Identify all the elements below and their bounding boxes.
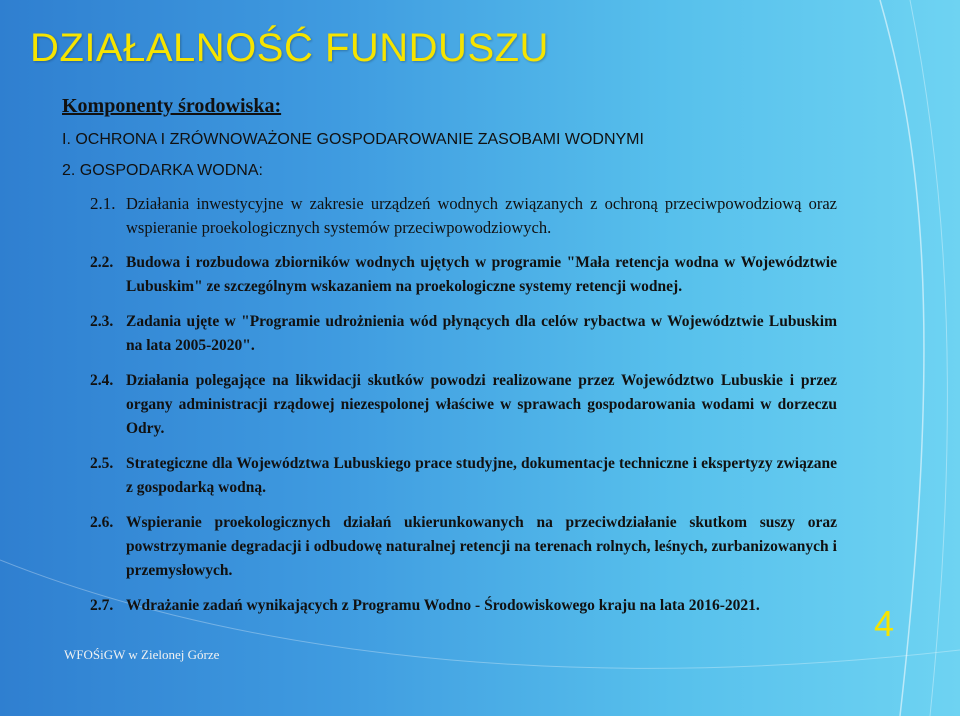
subcategory-line: 2. GOSPODARKA WODNA:	[62, 162, 263, 179]
item-text: Strategiczne dla Województwa Lubuskiego prace studyjne, dokumentacje techniczne i ekspertyzy związane z gospodarką wodną.	[126, 455, 837, 496]
item-number: 2.6.	[90, 514, 114, 531]
item-number: 2.4.	[90, 372, 114, 389]
list-item	[90, 369, 837, 441]
list-item	[90, 251, 837, 299]
item-text: Budowa i rozbudowa zbiorników wodnych ujętych w programie "Mała retencja wodna w Województwie Lubuskim" ze szczególnym wskazaniem na proekologiczne systemy retencji wodnej.	[126, 254, 837, 295]
section-heading: Komponenty środowiska:	[62, 95, 282, 117]
item-number: 2.2.	[90, 254, 114, 271]
item-number: 2.1.	[90, 194, 116, 213]
list-item	[90, 511, 837, 583]
list-item	[90, 594, 837, 618]
item-number: 2.5.	[90, 455, 114, 472]
item-text: Działania inwestycyjne w zakresie urządzeń wodnych związanych z ochroną przeciwpowodziową oraz wspieranie proekologicznych systemów przeciwpowodziowych.	[126, 194, 837, 237]
item-number: 2.7.	[90, 597, 114, 614]
slide-title: DZIAŁALNOŚĆ FUNDUSZU	[30, 26, 549, 70]
list-item	[90, 192, 837, 240]
footer-text: WFOŚiGW w Zielonej Górze	[64, 647, 220, 662]
item-text: Działania polegające na likwidacji skutków powodzi realizowane przez Województwo Lubuskie i przez organy administracji rządowej niezespolonej właściwe w sprawach gospodarowania wodami w dorzeczu Odry.	[126, 372, 837, 437]
items-list	[90, 192, 837, 629]
list-item	[90, 452, 837, 500]
item-number: 2.3.	[90, 313, 114, 330]
page-number: 4	[874, 603, 895, 644]
item-text: Wdrażanie zadań wynikających z Programu Wodno - Środowiskowego kraju na lata 2016-2021.	[126, 597, 760, 614]
list-item	[90, 310, 837, 358]
item-text: Zadania ujęte w "Programie udrożnienia wód płynących dla celów rybactwa w Województwie Lubuskim na lata 2005-2020".	[126, 313, 837, 354]
category-line: I. OCHRONA I ZRÓWNOWAŻONE GOSPODAROWANIE ZASOBAMI WODNYMI	[62, 131, 644, 148]
item-text: Wspieranie proekologicznych działań ukierunkowanych na przeciwdziałanie skutkom suszy oraz powstrzymanie degradacji i odbudowę naturalnej retencji na terenach rolnych, leśnych, zurbanizowanych i przemysłowych.	[126, 514, 837, 579]
